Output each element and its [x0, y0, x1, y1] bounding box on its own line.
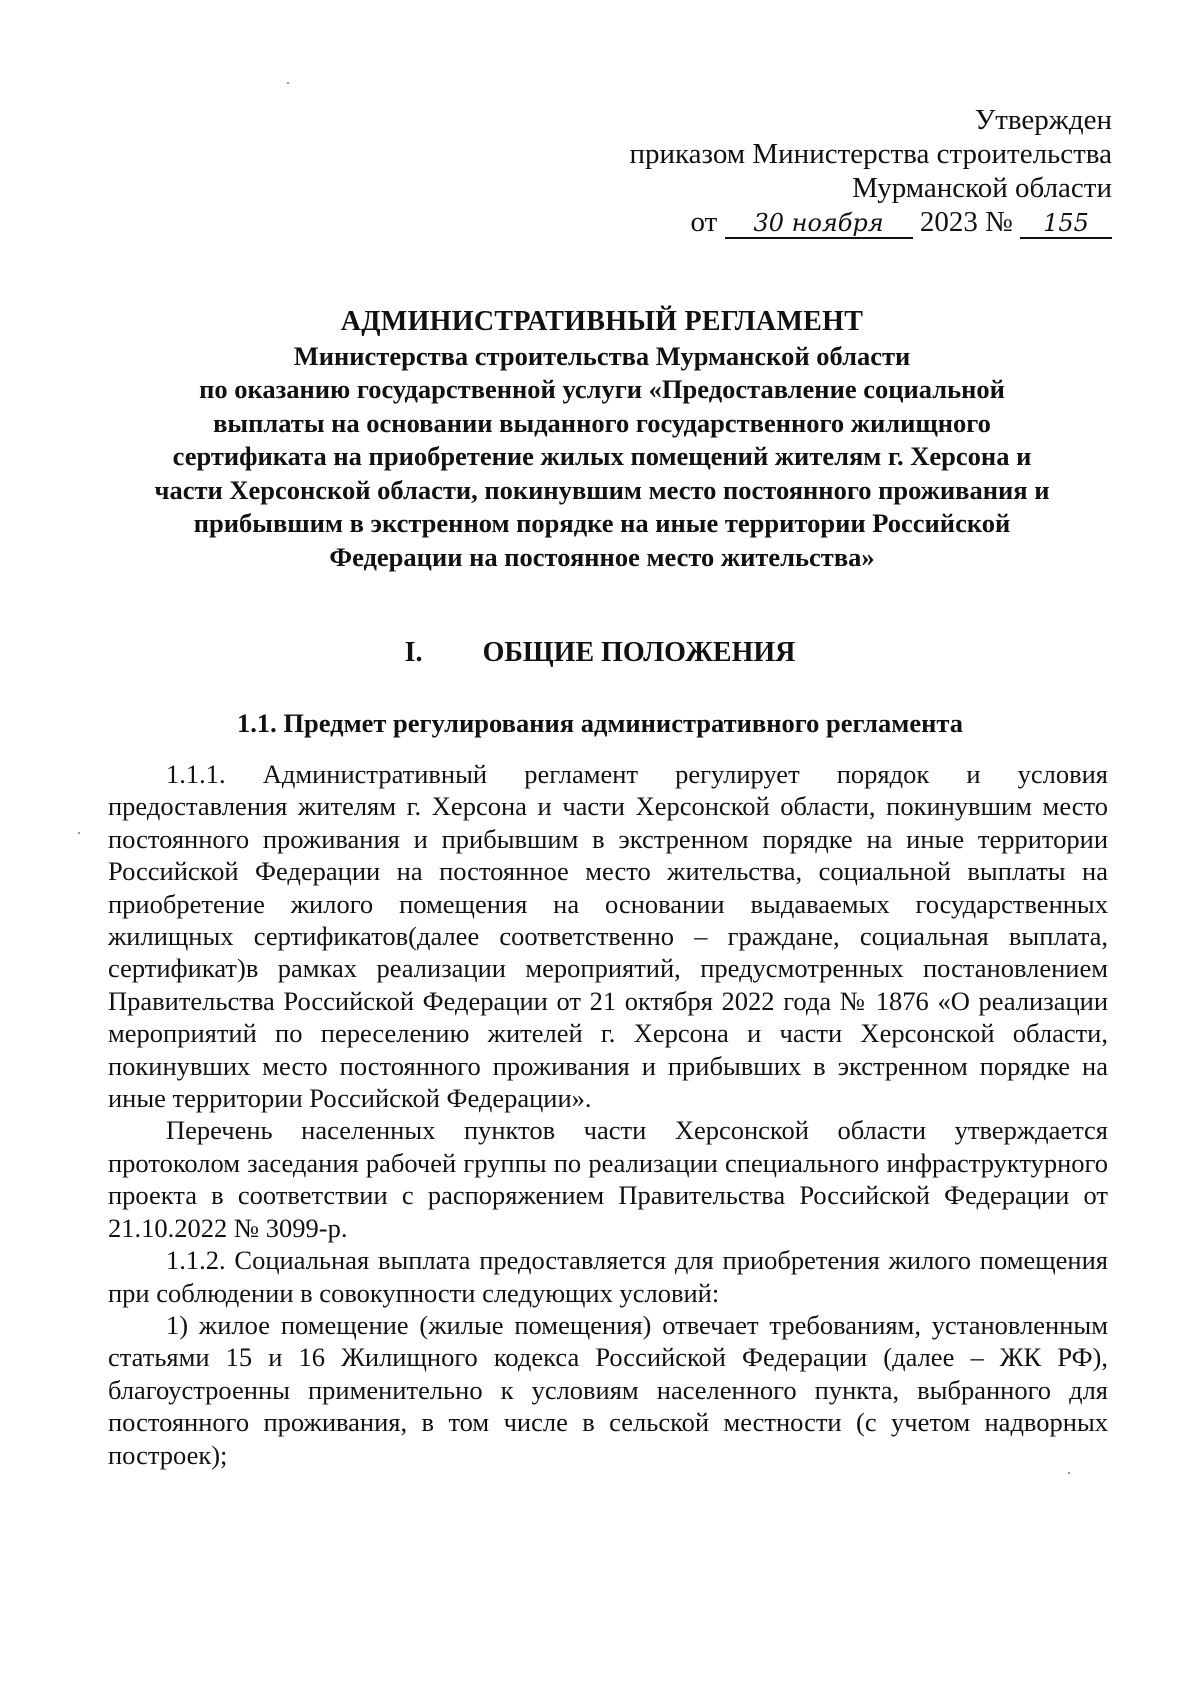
approval-stamp-block	[629, 103, 1112, 239]
approval-line-region: Мурманской области	[852, 172, 1112, 204]
title-line: выплаты на основании выданного государственного жилищного	[213, 407, 991, 438]
title-line: по оказанию государственной услуги «Предоставление социальной	[199, 374, 1005, 404]
paragraph: Перечень населенных пунктов части Херсонской области утверждается протоколом заседания рабочей группы по реализации специального инфраструктурного проекта в соответствии с распоряжением Правительства Российской Федерации от 21.10.2022 № 3099-р.	[108, 1115, 1108, 1243]
title-line: прибывшим в экстренном порядке на иные территории Российской	[193, 508, 1011, 538]
section-title: ОБЩИЕ ПОЛОЖЕНИЯ	[482, 637, 796, 668]
document-title	[100, 305, 1104, 574]
paragraph: 1.1.2. Социальная выплата предоставляется для приобретения жилого помещения при соблюдении в совокупности следующих условий:	[108, 1245, 1108, 1308]
title-line: Министерства строительства Мурманской области	[293, 340, 911, 371]
approval-line-approved: Утвержден	[974, 104, 1112, 136]
scan-speck	[1068, 1472, 1070, 1474]
scan-speck	[287, 82, 289, 84]
title-line: части Херсонской области, покинувшим место постоянного проживания и	[154, 474, 1050, 505]
title-line: Федерации на постоянное место жительства»	[329, 541, 875, 572]
approval-date-prefix: от	[690, 206, 718, 238]
paragraph: 1.1.1. Административный регламент регулирует порядок и условия предоставления жителям г. Херсона и части Херсонской области, покинувшим место постоянного проживания и прибывшим в экстренном порядке на иные территории Российской Федерации на постоянное место жительства, социальной выплаты на приобретение жилого помещения на основании выдаваемых государственных жилищных сертификатов(далее соответственно – граждане, социальная выплата, сертификат)в рамках реализации мероприятий, предусмотренных постановлением Правительства Российской Федерации от 21 октября 2022 года № 1876 «О реализации мероприятий по переселению жителей г. Херсона и части Херсонской области, покинувших место постоянного проживания и прибывших в экстренном порядке на иные территории Российской Федерации».	[108, 759, 1108, 1114]
approval-line-date	[629, 205, 1112, 239]
section-number: I.	[404, 637, 423, 668]
approval-year-label: 2023 №	[919, 206, 1013, 238]
handwritten-date: 30 ноября	[725, 209, 913, 239]
subsection-heading: 1.1. Предмет регулирования административного регламента	[237, 708, 963, 738]
section-heading	[0, 636, 1200, 670]
paragraph: 1) жилое помещение (жилые помещения) отвечает требованиям, установленным статьями 15 и 16 Жилищного кодекса Российской Федерации (далее – ЖК РФ), благоустроенны применительно к условиям населенного пункта, выбранного для постоянного проживания, в том числе в сельской местности (с учетом надворных построек);	[108, 1309, 1108, 1470]
body-text	[108, 758, 1108, 1471]
handwritten-order-number: 155	[1020, 209, 1112, 239]
scan-speck	[78, 832, 80, 834]
title-main: АДМИНИСТРАТИВНЫЙ РЕГЛАМЕНТ	[340, 306, 864, 337]
approval-line-order: приказом Министерства строительства	[629, 138, 1112, 170]
title-line: сертификата на приобретение жилых помещений жителям г. Херсона и	[172, 441, 1032, 471]
